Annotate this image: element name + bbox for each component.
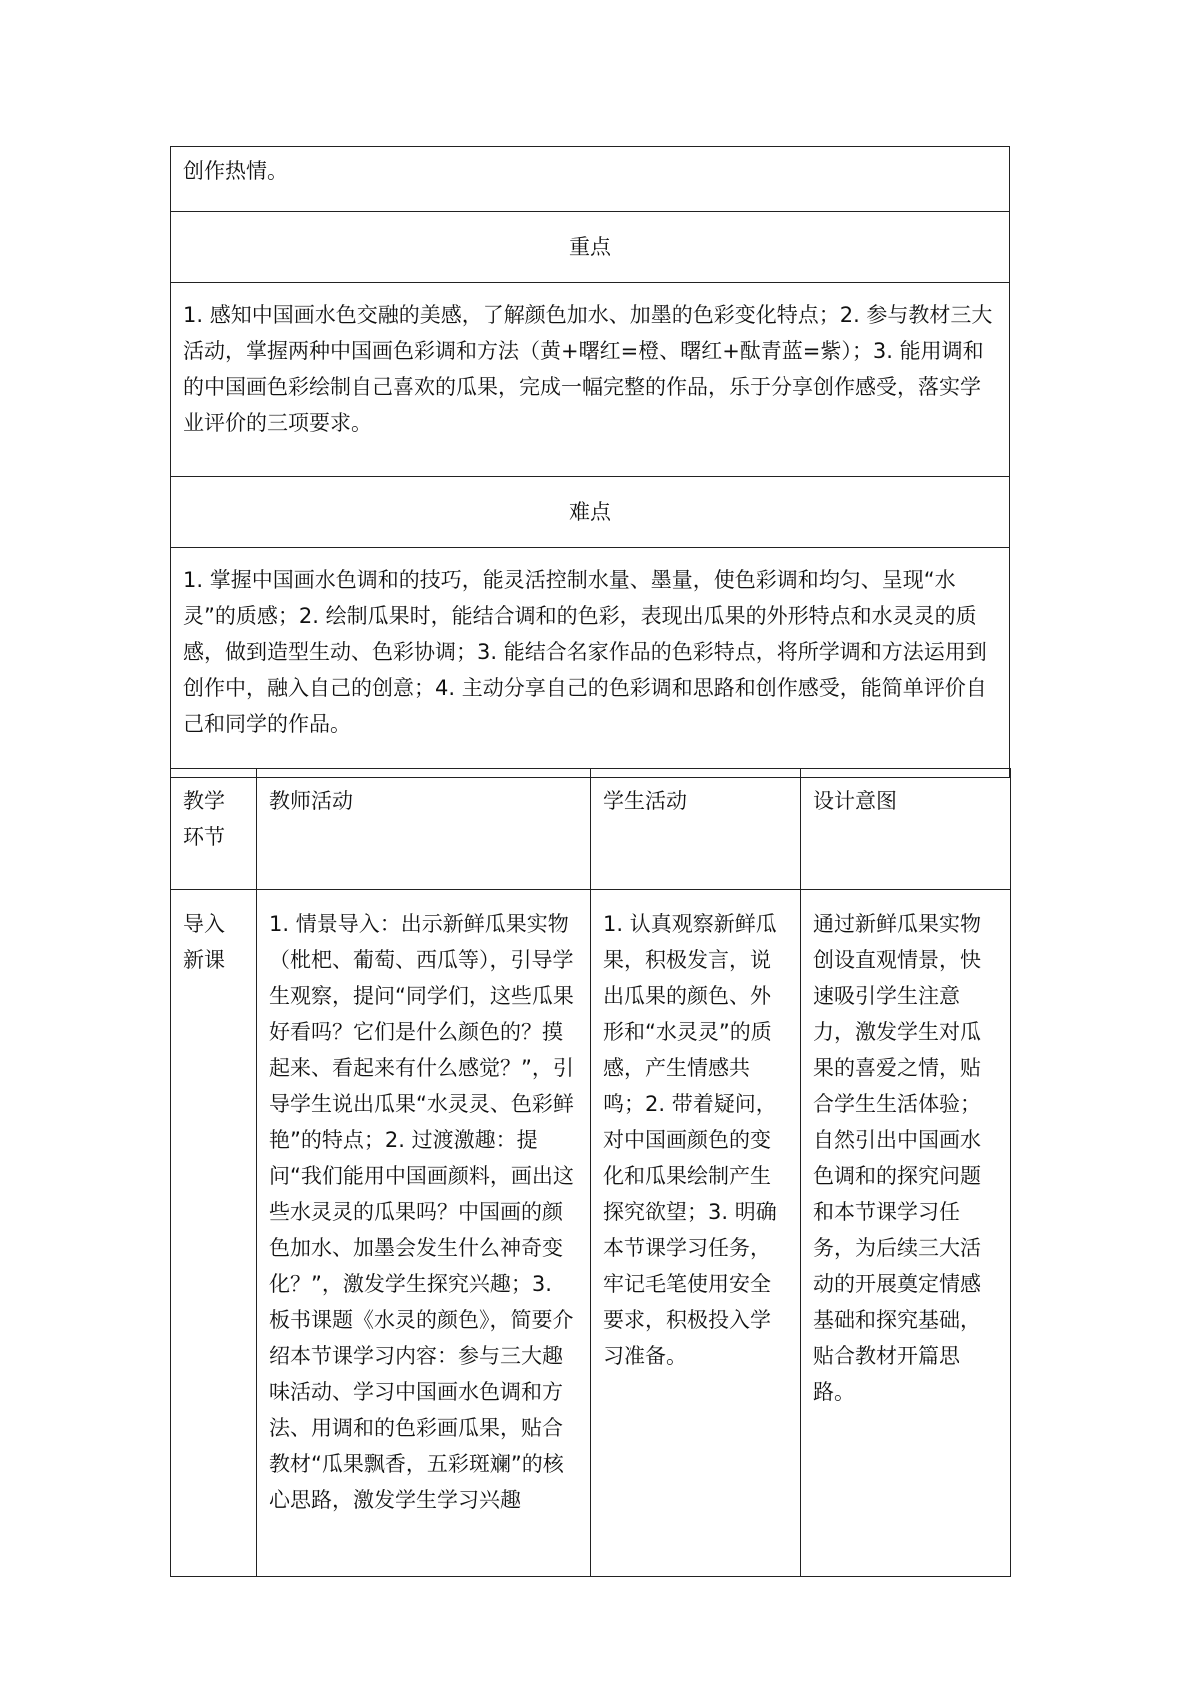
student-activity-cell: 1. 认真观察新鲜瓜果，积极发言，说出瓜果的颜色、外形和“水灵灵”的质感，产生情感共鸣；2. 带着疑问，对中国画颜色的变化和瓜果绘制产生探究欲望；3. 明确本节课学习任务，牢记毛笔使用安全要求，积极投入学习准备。 (591, 890, 801, 1577)
key-points-text: 1. 感知中国画水色交融的美感，了解颜色加水、加墨的色彩变化特点；2. 参与教材三大活动，掌握两种中国画色彩调和方法（黄+曙红=橙、曙红+酞青蓝=紫）；3. 能用调和的中国画色彩绘制自己喜欢的瓜果，完成一幅完整的作品，乐于分享创作感受，落实学业评价的三项要求。 (171, 283, 1010, 477)
difficulty-row (171, 548, 1010, 778)
difficulty-heading-row (171, 477, 1010, 548)
key-points-row (171, 283, 1010, 477)
design-intent-cell: 通过新鲜瓜果实物创设直观情景，快速吸引学生注意力，激发学生对瓜果的喜爱之情，贴合学生生活体验；自然引出中国画水色调和的探究问题和本节课学习任务，为后续三大活动的开展奠定情感基础和探究基础，贴合教材开篇思路。 (801, 890, 1011, 1577)
objectives-table (170, 146, 1010, 778)
plan-header-row (171, 769, 1011, 890)
key-points-heading: 重点 (171, 212, 1010, 283)
stage-cell: 导入新课 (171, 890, 257, 1577)
header-design-intent: 设计意图 (801, 769, 1011, 890)
header-student-activity: 学生活动 (591, 769, 801, 890)
difficulty-text: 1. 掌握中国画水色调和的技巧，能灵活控制水量、墨量，使色彩调和均匀、呈现“水灵”的质感；2. 绘制瓜果时，能结合调和的色彩，表现出瓜果的外形特点和水灵灵的质感，做到造型生动、色彩协调；3. 能结合名家作品的色彩特点，将所学调和方法运用到创作中，融入自己的创意；4. 主动分享自己的色彩调和思路和创作感受，能简单评价自己和同学的作品。 (171, 548, 1010, 778)
teacher-activity-cell: 1. 情景导入：出示新鲜瓜果实物（枇杷、葡萄、西瓜等），引导学生观察，提问“同学们，这些瓜果好看吗？它们是什么颜色的？摸起来、看起来有什么感觉？”，引导学生说出瓜果“水灵灵、色彩鲜艳”的特点；2. 过渡激趣：提问“我们能用中国画颜料，画出这些水灵灵的瓜果吗？中国画的颜色加水、加墨会发生什么神奇变化？”，激发学生探究兴趣；3. 板书课题《水灵的颜色》，简要介绍本节课学习内容：参与三大趣味活动、学习中国画水色调和方法、用调和的色彩画瓜果，贴合教材“瓜果飘香，五彩斑斓”的核心思路，激发学生学习兴趣 (257, 890, 591, 1577)
continuation-cell: 创作热情。 (171, 147, 1010, 212)
continuation-row (171, 147, 1010, 212)
key-points-heading-row (171, 212, 1010, 283)
table-row (171, 890, 1011, 1577)
header-stage: 教学环节 (171, 769, 257, 890)
teaching-plan-table (170, 768, 1011, 1577)
difficulty-heading: 难点 (171, 477, 1010, 548)
header-teacher-activity: 教师活动 (257, 769, 591, 890)
